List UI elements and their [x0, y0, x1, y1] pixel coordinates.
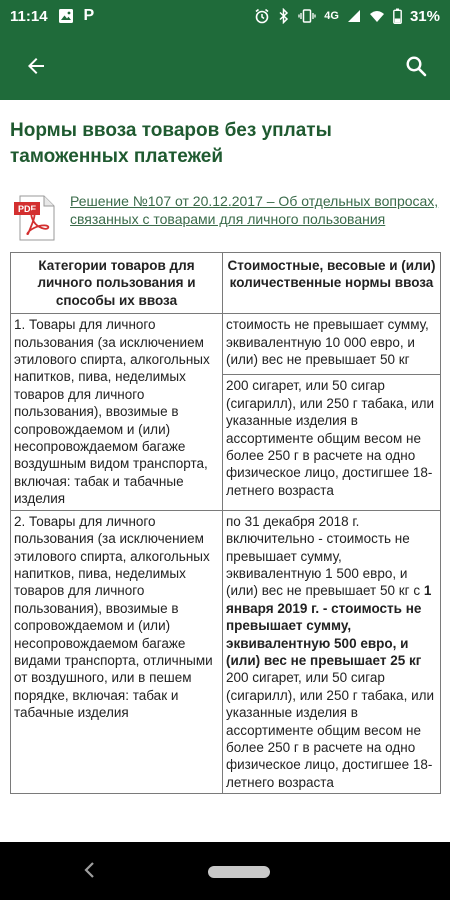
arrow-left-icon: [24, 54, 48, 78]
navigation-bar: [0, 842, 450, 900]
table-row: [11, 314, 441, 375]
pdf-icon-label: PDF: [18, 204, 36, 215]
document-link-row[interactable]: [12, 192, 440, 242]
search-icon: [404, 54, 428, 78]
bluetooth-icon: [278, 8, 290, 24]
image-icon: [58, 8, 74, 24]
battery-icon: [393, 8, 402, 24]
back-button[interactable]: [8, 38, 64, 94]
wifi-icon: [369, 9, 385, 23]
network-type-label: 4G: [324, 10, 339, 22]
battery-percent: 31%: [409, 7, 440, 25]
status-time: 11:14: [10, 7, 48, 25]
table-cell-category-2: 2. Товары для личного пользования (за исключением этилового спирта, алкогольных напитков, пива, неделимых товаров для личного пользования), ввозимые в сопровождаемом и (или) несопровождаемом багаже видами транспорта, отличными от воздушного, или в пешем порядке, включая: табак и табачные изделия: [11, 510, 223, 794]
page-title: Нормы ввоза товаров без уплаты таможенных платежей: [10, 120, 332, 167]
vibrate-icon: [298, 8, 316, 24]
toolbar: [0, 32, 450, 100]
search-button[interactable]: [388, 38, 444, 94]
norms-table: [10, 252, 441, 794]
norm-2-part2-bold: 1 января 2019 г. - стоимость не превышает сумму, эквивалентную 500 евро, и (или) вес не превышает 25 кг: [226, 583, 432, 668]
table-cell-norm-1a: стоимость не превышает сумму, эквивалентную 10 000 евро, и (или) вес не превышает 50 кг: [223, 314, 441, 375]
document-link[interactable]: Решение №107 от 20.12.2017 – Об отдельных вопросах, связанных с товарами для личного пользования: [70, 193, 439, 227]
nav-back-icon[interactable]: [80, 858, 100, 882]
letter-p-icon: P: [83, 7, 95, 24]
norm-2-part2-prefix: с: [413, 583, 421, 599]
table-cell-norm-1b: 200 сигарет, или 50 сигар (сигарилл), или 250 г табака, или указанные изделия в ассортименте общим весом не более 250 г в расчете на одно физическое лицо, достигшее 18-летнего возраста: [223, 375, 441, 510]
status-left: [0, 7, 94, 25]
alarm-icon: [254, 8, 270, 24]
content-scroll-area[interactable]: [0, 100, 450, 842]
table-header-row: [11, 253, 441, 314]
table-cell-norm-2: [223, 510, 441, 794]
pdf-icon: [12, 194, 60, 242]
signal-icon: [347, 9, 361, 23]
nav-home-pill[interactable]: [208, 866, 270, 878]
norm-2-part3: 200 сигарет, или 50 сигар (сигарилл), или 250 г табака, или указанные изделия в ассортименте общим весом не более 250 г в расчете на одно физическое лицо, достигшее 18-летнего возраста: [226, 670, 435, 790]
table-cell-category-1: 1. Товары для личного пользования (за исключением этилового спирта, алкогольных напитков, пива, неделимых товаров для личного пользования), ввозимые в сопровождаемом и (или) несопровождаемом багаже воздушным видом транспорта, включая: табак и табачные изделия: [11, 314, 223, 510]
table-row: [11, 510, 441, 794]
status-right: [254, 8, 450, 25]
status-bar: [0, 0, 450, 32]
table-header-category: Категории товаров для личного пользования и способы их ввоза: [11, 253, 223, 314]
norm-2-part1: по 31 декабря 2018 г. включительно - стоимость не превышает сумму, эквивалентную 1 500 евро, и (или) вес не превышает 50 кг: [226, 513, 410, 599]
table-header-norms: Стоимостные, весовые и (или) количественные нормы ввоза: [223, 253, 441, 314]
